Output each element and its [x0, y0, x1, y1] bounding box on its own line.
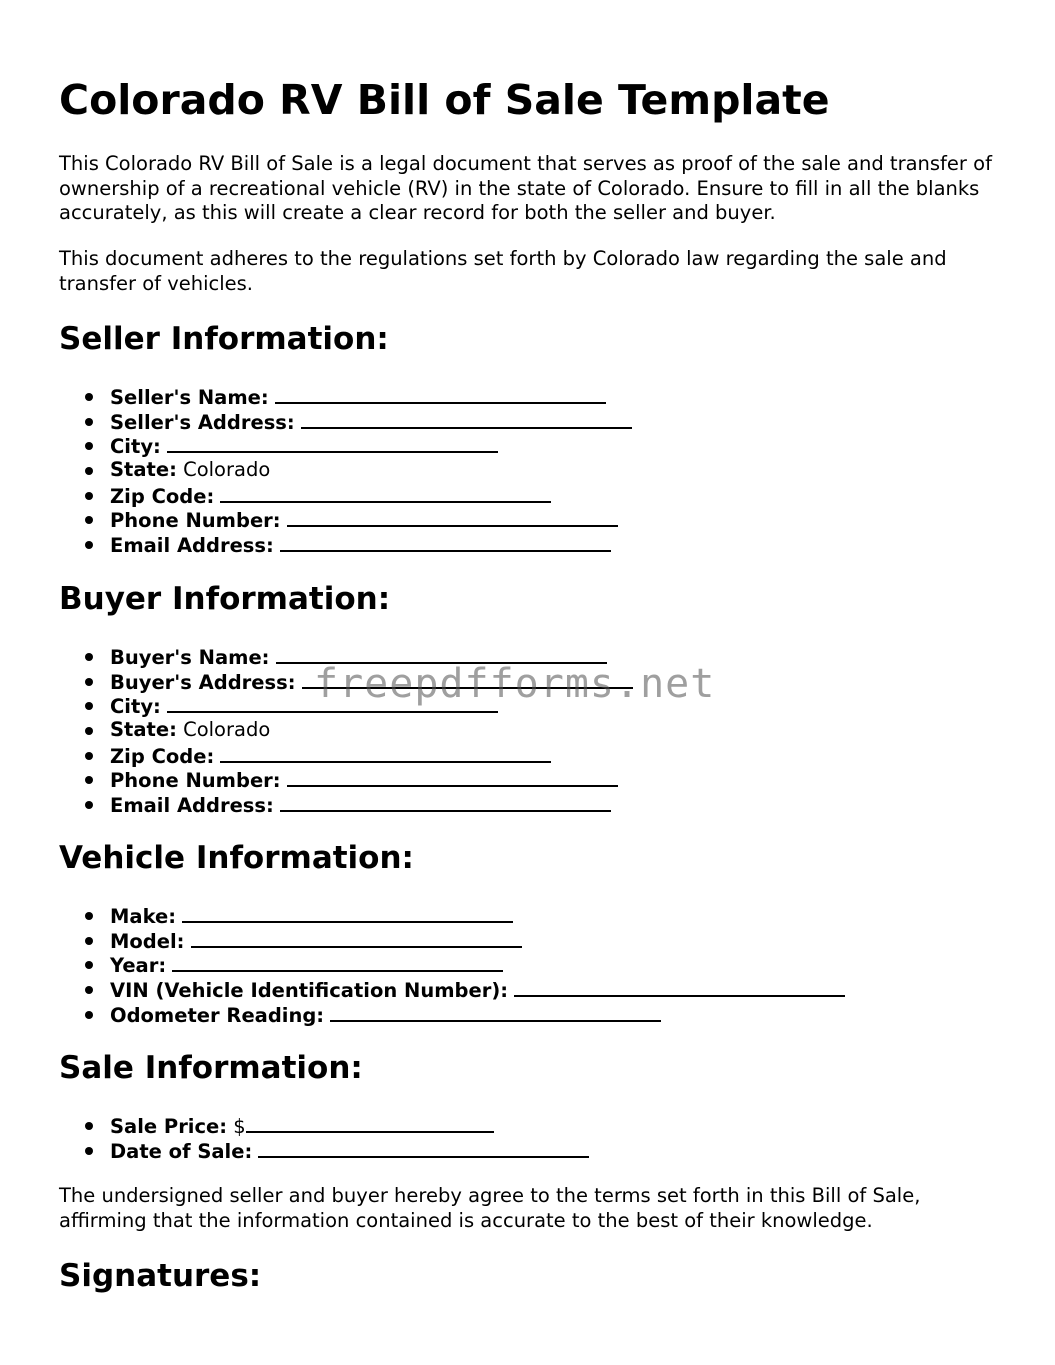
seller-name-blank[interactable]	[275, 384, 606, 404]
buyer-zip-blank[interactable]	[220, 743, 551, 763]
vehicle-odometer-blank[interactable]	[330, 1002, 661, 1022]
agreement-paragraph: The undersigned seller and buyer hereby agree to the terms set forth in this Bill of Sale, affirming that the information contained is accurate to the best of their knowledge.	[59, 1184, 921, 1232]
buyer-state-field: State: Colorado	[59, 718, 1009, 743]
seller-state-field: State: Colorado	[59, 458, 1009, 483]
buyer-city-field: City:	[59, 693, 1009, 718]
sale-heading: Sale Information:	[59, 1050, 363, 1086]
seller-name-field: Seller's Name:	[59, 384, 1009, 409]
sale-fields	[59, 1113, 1009, 1162]
vehicle-model-field: Model:	[59, 928, 1009, 953]
buyer-phone-field: Phone Number:	[59, 767, 1009, 792]
vehicle-heading: Vehicle Information:	[59, 840, 414, 876]
seller-state-value: Colorado	[183, 458, 271, 482]
vehicle-make-field: Make:	[59, 903, 1009, 928]
regulations-paragraph: This document adheres to the regulations set forth by Colorado law regarding the sale and transfer of vehicles.	[59, 247, 947, 295]
vehicle-model-blank[interactable]	[191, 928, 522, 948]
currency-symbol: $	[233, 1115, 246, 1138]
buyer-heading: Buyer Information:	[59, 581, 391, 617]
vehicle-fields	[59, 903, 1009, 1026]
buyer-name-field: Buyer's Name:	[59, 644, 1009, 669]
seller-zip-field: Zip Code:	[59, 483, 1009, 508]
seller-phone-field: Phone Number:	[59, 507, 1009, 532]
signatures-heading: Signatures:	[59, 1258, 262, 1294]
seller-address-blank[interactable]	[301, 409, 632, 429]
seller-phone-blank[interactable]	[287, 507, 618, 527]
buyer-zip-field: Zip Code:	[59, 743, 1009, 768]
sale-price-blank[interactable]	[246, 1113, 494, 1133]
vehicle-vin-field: VIN (Vehicle Identification Number):	[59, 977, 1009, 1002]
buyer-state-value: Colorado	[183, 718, 271, 742]
buyer-email-field: Email Address:	[59, 792, 1009, 817]
vehicle-year-blank[interactable]	[172, 952, 503, 972]
vehicle-make-blank[interactable]	[182, 903, 513, 923]
sale-price-field: Sale Price: $	[59, 1113, 1009, 1138]
seller-email-blank[interactable]	[280, 532, 611, 552]
seller-email-field: Email Address:	[59, 532, 1009, 557]
document-title: Colorado RV Bill of Sale Template	[59, 76, 830, 124]
seller-zip-blank[interactable]	[220, 483, 551, 503]
seller-city-blank[interactable]	[167, 433, 498, 453]
buyer-phone-blank[interactable]	[287, 767, 618, 787]
seller-heading: Seller Information:	[59, 321, 389, 357]
intro-paragraph: This Colorado RV Bill of Sale is a legal document that serves as proof of the sale and transfer of ownership of a recreational vehicle (RV) in the state of Colorado. Ensure to fill in all the blanks accurately, as this will create a clear record for both the seller and buyer.	[59, 152, 992, 225]
vehicle-vin-blank[interactable]	[514, 977, 845, 997]
vehicle-year-field: Year:	[59, 952, 1009, 977]
buyer-email-blank[interactable]	[280, 792, 611, 812]
seller-fields	[59, 384, 1009, 557]
sale-date-blank[interactable]	[258, 1138, 589, 1158]
buyer-address-field: Buyer's Address:	[59, 669, 1009, 694]
sale-date-field: Date of Sale:	[59, 1138, 1009, 1163]
seller-city-field: City:	[59, 433, 1009, 458]
vehicle-odometer-field: Odometer Reading:	[59, 1002, 1009, 1027]
seller-address-field: Seller's Address:	[59, 409, 1009, 434]
watermark: freepdfforms.net	[314, 661, 716, 707]
